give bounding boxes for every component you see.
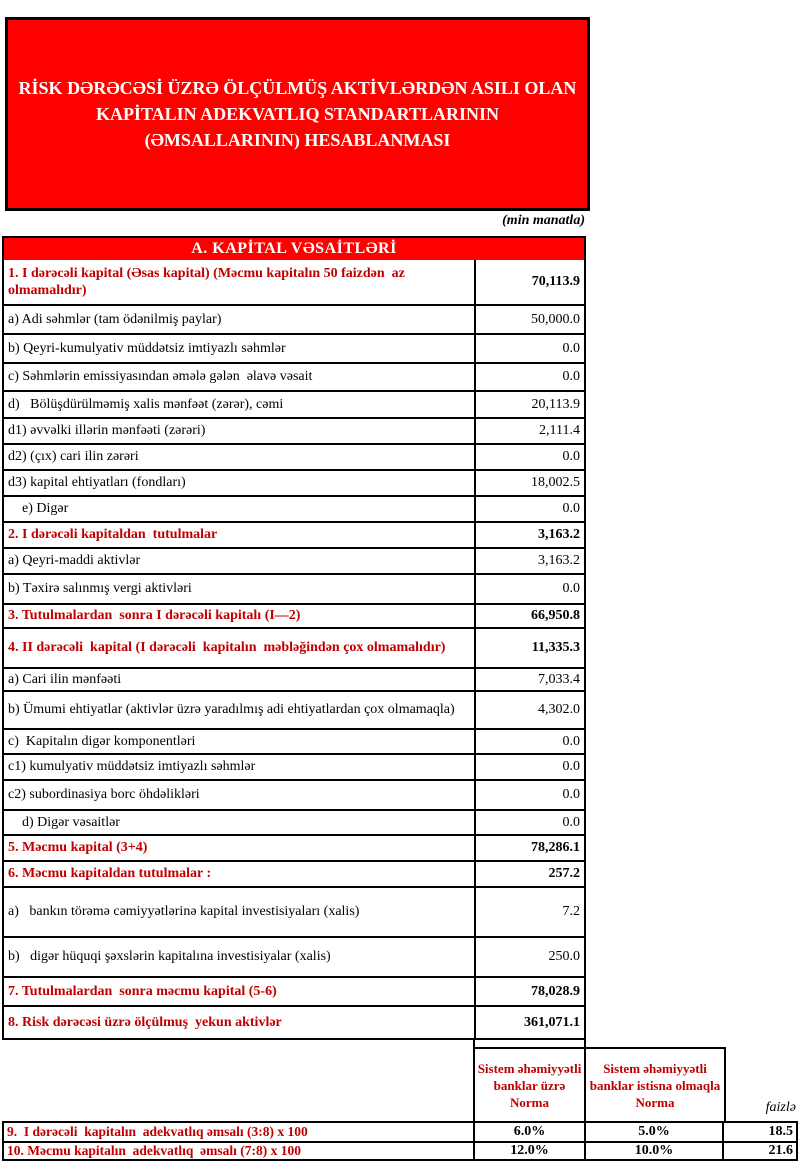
table-row-prior-years-profit (4, 417, 584, 443)
actual-ratio-value: 21.6 (722, 1143, 796, 1159)
row-label: d3) kapital ehtiyatları (fondları) (8, 475, 186, 491)
row-value: 3,163.2 (474, 523, 584, 547)
capital-table (2, 236, 586, 1040)
unit-note: (min manatla) (502, 213, 585, 228)
row-value: 7,033.4 (474, 669, 584, 690)
row-label: d1) əvvəlki illərin mənfəəti (zərəri) (8, 423, 206, 439)
table-row-share-emission (4, 362, 584, 390)
row-label: e) Digər (8, 501, 69, 517)
table-row-total-capital-deductions (4, 860, 584, 886)
table-row-ordinary-shares (4, 304, 584, 333)
row-label: c) Səhmlərin emissiyasından əmələ gələn əlavə vəsait (8, 369, 313, 385)
row-value: 0.0 (474, 781, 584, 809)
adequacy-section (2, 1040, 798, 1161)
row-value: 11,335.3 (474, 629, 584, 667)
row-label: 3. Tutulmalardan sonra I dərəcəli kapitalı (I—2) (8, 608, 301, 624)
norm-header-non-systemic: Sistem əhəmiyyətli banklar istisna olmaqla Norma (584, 1047, 726, 1123)
row-value: 0.0 (474, 364, 584, 390)
row-value: 0.0 (474, 575, 584, 603)
norm-non-systemic-value: 5.0% (584, 1123, 722, 1141)
row-value: 250.0 (474, 938, 584, 976)
row-label: a) Cari ilin mənfəəti (8, 671, 122, 687)
table-row-other-tier1 (4, 495, 584, 521)
table-row-total-capital-after-deductions (4, 976, 584, 1005)
row-label: d) Bölüşdürülməmiş xalis mənfəət (zərər), cəmi (8, 396, 284, 412)
table-row-subsidiary-investments (4, 886, 584, 936)
row-value: 78,028.9 (474, 978, 584, 1005)
table-row-tier1-deductions (4, 521, 584, 547)
ratio-rows (2, 1121, 798, 1161)
row-value: 20,113.9 (474, 392, 584, 417)
row-label: 1. I dərəcəli kapital (Əsas kapital) (Məcmu kapitalın 50 faizdən az olmamalıdır) (8, 265, 409, 298)
row-value: 0.0 (474, 335, 584, 362)
table-row-current-year-loss (4, 443, 584, 469)
table-row-capital-reserves (4, 469, 584, 495)
row-label: c) Kapitalın digər komponentləri (8, 733, 196, 749)
row-value: 0.0 (474, 755, 584, 779)
table-row-tier1-after-deductions (4, 603, 584, 627)
row-label: b) Qeyri-kumulyativ müddətsiz imtiyazlı səhmlər (8, 340, 286, 356)
row-value: 4,302.0 (474, 692, 584, 728)
table-row-other-funds (4, 809, 584, 834)
section-header: A. KAPİTAL VƏSAİTLƏRİ (4, 238, 584, 260)
table-row-deferred-tax-assets (4, 573, 584, 603)
row-value: 0.0 (474, 811, 584, 834)
page-title-line1: RİSK DƏRƏCƏSİ ÜZRƏ ÖLÇÜLMÜŞ AKTİVLƏRDƏN ASILI OLAN (18, 78, 577, 98)
row-label: 7. Tutulmalardan sonra məcmu kapital (5-6) (8, 983, 277, 999)
row-value: 66,950.8 (474, 605, 584, 627)
row-label: a) Qeyri-maddi aktivlər (8, 553, 141, 569)
row-value: 0.0 (474, 445, 584, 469)
row-value: 361,071.1 (474, 1007, 584, 1038)
row-label: c1) kumulyativ müddətsiz imtiyazlı səhmlər (8, 759, 256, 775)
row-label: d2) (çıx) cari ilin zərəri (8, 449, 139, 465)
table-row-risk-weighted-assets (4, 1005, 584, 1038)
page-title-line2: KAPİTALIN ADEKVATLIQ STANDARTLARININ (95, 104, 500, 124)
row-label: a) bankın törəmə cəmiyyətlərinə kapital investisiyaları (xalis) (8, 904, 360, 920)
row-label: 2. I dərəcəli kapitaldan tutulmalar (8, 527, 218, 543)
row-label: 5. Məcmu kapital (3+4) (8, 840, 148, 856)
row-label: b) Ümumi ehtiyatlar (aktivlər üzrə yaradılmış adi ehtiyatlardan çox olmamaqla) (8, 702, 455, 718)
table-row-retained-profit (4, 390, 584, 417)
ratio-label: 9. I dərəcəli kapitalın adekvatlıq əmsalı (3:8) x 100 (7, 1124, 308, 1139)
row-label: a) Adi səhmlər (tam ödənilmiş paylar) (8, 311, 222, 327)
norm-non-systemic-value: 10.0% (584, 1143, 722, 1159)
row-label: b) Təxirə salınmış vergi aktivləri (8, 581, 192, 597)
norm-systemic-value: 6.0% (473, 1123, 584, 1141)
norm-header-systemic: Sistem əhəmiyyətli banklar üzrə Norma (473, 1047, 586, 1123)
row-label: 4. II dərəcəli kapital (I dərəcəli kapitalın məbləğindən çox olmamalıdır) (8, 640, 446, 656)
ratio-label: 10. Məcmu kapitalın adekvatlıq əmsalı (7:8) x 100 (7, 1143, 301, 1158)
table-row-tier2-capital (4, 627, 584, 667)
table-row-other-entity-investments (4, 936, 584, 976)
row-value: 0.0 (474, 497, 584, 521)
row-value: 0.0 (474, 730, 584, 753)
page-title-line3: (ƏMSALLARININ) HESABLANMASI (144, 130, 451, 150)
row-label: 8. Risk dərəcəsi üzrə ölçülmuş yekun aktivlər (8, 1014, 282, 1030)
row-label: c2) subordinasiya borc öhdəlikləri (8, 787, 200, 803)
row-label: d) Digər vəsaitlər (8, 814, 120, 830)
row-value: 2,111.4 (474, 419, 584, 443)
row-label: 6. Məcmu kapitaldan tutulmalar : (8, 866, 212, 882)
row-value: 257.2 (474, 862, 584, 886)
table-row-cumulative-shares (4, 753, 584, 779)
row-value: 78,286.1 (474, 836, 584, 860)
table-row-noncumulative-shares (4, 333, 584, 362)
title-box (5, 17, 590, 211)
ratio-row-tier1 (4, 1123, 796, 1141)
table-row-tier1-capital (4, 260, 584, 304)
table-row-general-reserves (4, 690, 584, 728)
actual-ratio-value: 18.5 (722, 1123, 796, 1141)
row-value: 3,163.2 (474, 549, 584, 573)
norm-systemic-value: 12.0% (473, 1143, 584, 1159)
row-value: 70,113.9 (474, 260, 584, 304)
ratio-row-total (4, 1141, 796, 1159)
percent-unit-label: faizlə (765, 1100, 796, 1115)
table-row-total-capital (4, 834, 584, 860)
table-row-intangible-assets (4, 547, 584, 573)
row-label: b) digər hüquqi şəxslərin kapitalına investisiyalar (xalis) (8, 949, 331, 965)
row-value: 18,002.5 (474, 471, 584, 495)
table-row-subordinated-debt (4, 779, 584, 809)
row-value: 7.2 (474, 888, 584, 936)
row-value: 50,000.0 (474, 306, 584, 333)
table-row-current-year-profit (4, 667, 584, 690)
table-row-other-capital-components (4, 728, 584, 753)
